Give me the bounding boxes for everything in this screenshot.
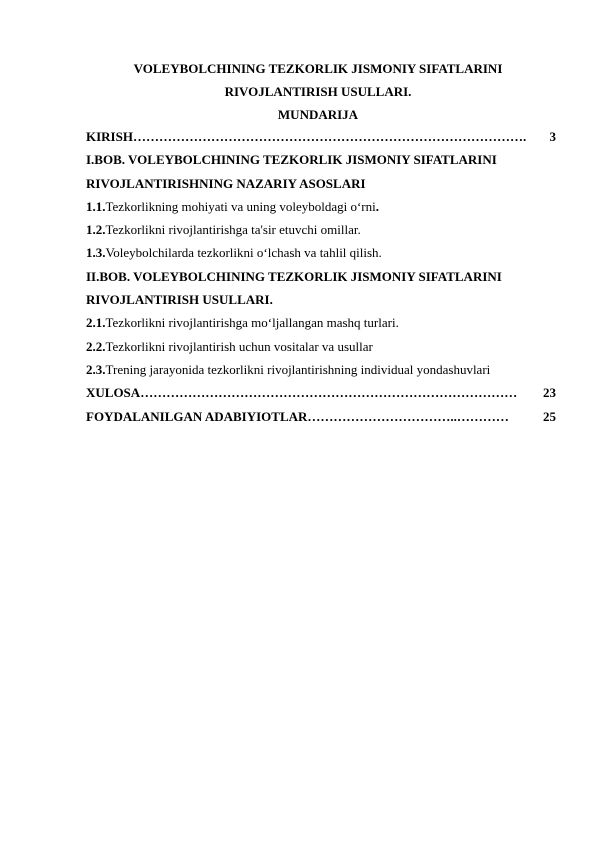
toc-chapter1-line2: RIVOJLANTIRISHNING NAZARIY ASOSLARI: [86, 175, 366, 191]
toc-chapter2-line1: II.BOB. VOLEYBOLCHINING TEZKORLIK JISMONIY SIFATLARINI: [86, 268, 502, 284]
toc-references-page: 25: [543, 408, 556, 424]
toc-section-text: Voleybolchilarda tezkorlikni o‘lchash va tahlil qilish.: [105, 245, 382, 261]
toc-section-2-3: [86, 358, 556, 381]
toc-entry-references: [86, 405, 556, 428]
toc-references-label: FOYDALANILGAN ADABIYIOTLAR: [86, 408, 308, 424]
title-block: [60, 57, 576, 126]
toc-chapter1-line1: I.BOB. VOLEYBOLCHINING TEZKORLIK JISMONIY SIFATLARINI: [86, 152, 497, 168]
toc-section-text: Tezkorlikni rivojlantirishga ta'sir etuvchi omillar.: [105, 222, 361, 238]
toc-section-number: 2.3.: [86, 361, 106, 377]
toc-chapter2-line2: RIVOJLANTIRISH USULLARI.: [86, 292, 273, 308]
toc-section-2-2: [86, 335, 556, 358]
toc-intro-page: 3: [549, 129, 556, 144]
document-title-line-1: VOLEYBOLCHINING TEZKORLIK JISMONIY SIFATLARINI: [133, 61, 503, 76]
toc-section-2-1: [86, 311, 556, 334]
toc-section-text: Tezkorlikni rivojlantirishga mo‘ljallangan mashq turlari.: [105, 315, 399, 331]
toc-references-leader: ……………………………..…………: [307, 408, 509, 424]
toc-section-number: 1.3.: [86, 245, 106, 261]
contents-heading: MUNDARIJA: [277, 107, 359, 122]
toc-conclusion-page: 23: [543, 385, 556, 401]
toc-entry-intro: [86, 125, 556, 148]
document-title-line-2: RIVOJLANTIRISH USULLARI.: [224, 84, 412, 99]
toc-entry-conclusion: [86, 381, 556, 404]
toc-intro-label: KIRISH: [86, 129, 133, 144]
toc-section-number: 1.2.: [86, 222, 106, 238]
toc-section-number: 2.1.: [86, 315, 106, 331]
table-of-contents: [86, 125, 556, 428]
toc-section-1-1: [86, 195, 556, 218]
toc-intro-leader: ……………………………………………………………………………….: [132, 129, 527, 144]
toc-section-text: Tezkorlikning mohiyati va uning voleyboldagi o‘rni: [105, 198, 376, 214]
toc-section-1-3: [86, 241, 556, 264]
toc-section-1-2: [86, 218, 556, 241]
toc-conclusion-label: XULOSA: [86, 385, 141, 401]
toc-section-number: 2.2.: [86, 338, 106, 354]
toc-section-tail: .: [375, 198, 379, 214]
toc-section-text: Trening jarayonida tezkorlikni rivojlantirishning individual yondashuvlari: [105, 361, 491, 377]
toc-section-text: Tezkorlikni rivojlantirish uchun vositalar va usullar: [105, 338, 373, 354]
toc-conclusion-leader: ……………………………………………………………………………: [140, 385, 518, 401]
toc-section-number: 1.1.: [86, 198, 106, 214]
